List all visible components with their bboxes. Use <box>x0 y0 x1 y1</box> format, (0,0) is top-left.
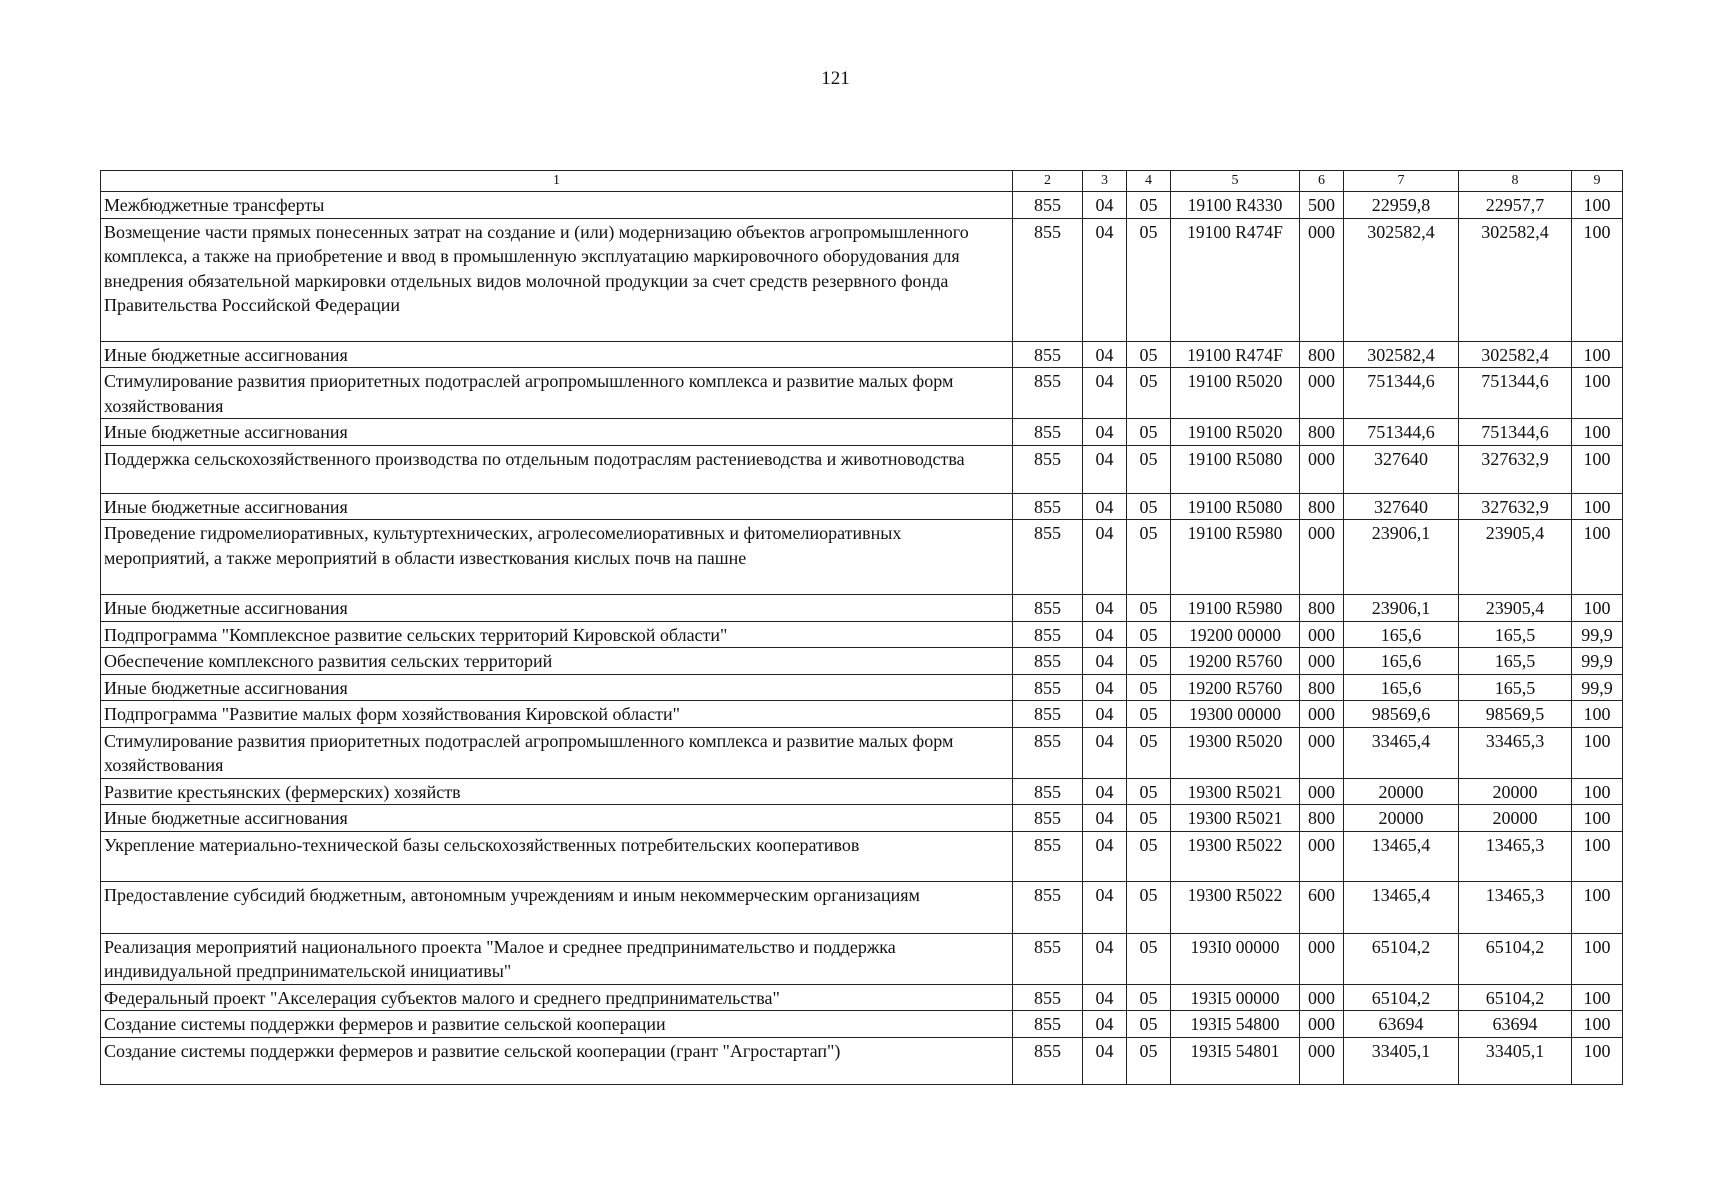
subsection-code: 05 <box>1127 727 1171 778</box>
row-name: Проведение гидромелиоративных, культуртехнических, агролесомелиоративных и фитомелиоративных мероприятий, а также мероприятий в области известкования кислых почв на пашне <box>101 520 1013 595</box>
ministry-code: 855 <box>1013 621 1083 648</box>
expense-type: 000 <box>1300 648 1344 675</box>
section-code: 04 <box>1083 341 1127 368</box>
ministry-code: 855 <box>1013 881 1083 933</box>
table-row <box>101 933 1623 984</box>
row-name: Иные бюджетные ассигнования <box>101 674 1013 701</box>
ministry-code: 855 <box>1013 419 1083 446</box>
row-name: Иные бюджетные ассигнования <box>101 341 1013 368</box>
subsection-code: 05 <box>1127 1011 1171 1038</box>
budget-table <box>100 170 1623 1085</box>
row-name: Обеспечение комплексного развития сельских территорий <box>101 648 1013 675</box>
header-row <box>101 171 1623 192</box>
row-name: Подпрограмма "Комплексное развитие сельских территорий Кировской области" <box>101 621 1013 648</box>
subsection-code: 05 <box>1127 1037 1171 1084</box>
target-article: 19300 00000 <box>1171 701 1300 728</box>
execution-percent: 100 <box>1572 701 1623 728</box>
execution-percent: 100 <box>1572 881 1623 933</box>
header-cell: 6 <box>1300 171 1344 192</box>
section-code: 04 <box>1083 674 1127 701</box>
target-article: 19100 R4330 <box>1171 192 1300 219</box>
table-row <box>101 493 1623 520</box>
subsection-code: 05 <box>1127 648 1171 675</box>
table-row <box>101 520 1623 595</box>
planned-amount: 165,6 <box>1344 621 1459 648</box>
subsection-code: 05 <box>1127 984 1171 1011</box>
executed-amount: 165,5 <box>1459 621 1572 648</box>
executed-amount: 23905,4 <box>1459 520 1572 595</box>
expense-type: 800 <box>1300 595 1344 622</box>
subsection-code: 05 <box>1127 341 1171 368</box>
header-cell: 9 <box>1572 171 1623 192</box>
planned-amount: 20000 <box>1344 778 1459 805</box>
executed-amount: 13465,3 <box>1459 831 1572 881</box>
planned-amount: 327640 <box>1344 445 1459 493</box>
expense-type: 000 <box>1300 778 1344 805</box>
executed-amount: 98569,5 <box>1459 701 1572 728</box>
table-row <box>101 1011 1623 1038</box>
row-name: Укрепление материально-технической базы сельскохозяйственных потребительских кооперативов <box>101 831 1013 881</box>
row-name: Подпрограмма "Развитие малых форм хозяйствования Кировской области" <box>101 701 1013 728</box>
subsection-code: 05 <box>1127 701 1171 728</box>
ministry-code: 855 <box>1013 218 1083 341</box>
header-cell: 4 <box>1127 171 1171 192</box>
execution-percent: 100 <box>1572 368 1623 419</box>
section-code: 04 <box>1083 648 1127 675</box>
planned-amount: 23906,1 <box>1344 520 1459 595</box>
expense-type: 600 <box>1300 881 1344 933</box>
section-code: 04 <box>1083 621 1127 648</box>
expense-type: 000 <box>1300 445 1344 493</box>
planned-amount: 23906,1 <box>1344 595 1459 622</box>
planned-amount: 63694 <box>1344 1011 1459 1038</box>
ministry-code: 855 <box>1013 674 1083 701</box>
executed-amount: 20000 <box>1459 778 1572 805</box>
executed-amount: 13465,3 <box>1459 881 1572 933</box>
target-article: 19300 R5021 <box>1171 805 1300 832</box>
ministry-code: 855 <box>1013 984 1083 1011</box>
ministry-code: 855 <box>1013 520 1083 595</box>
target-article: 19100 R474F <box>1171 218 1300 341</box>
executed-amount: 165,5 <box>1459 648 1572 675</box>
table-row <box>101 341 1623 368</box>
expense-type: 000 <box>1300 218 1344 341</box>
row-name: Иные бюджетные ассигнования <box>101 805 1013 832</box>
ministry-code: 855 <box>1013 1037 1083 1084</box>
table-row <box>101 701 1623 728</box>
ministry-code: 855 <box>1013 933 1083 984</box>
expense-type: 500 <box>1300 192 1344 219</box>
executed-amount: 327632,9 <box>1459 493 1572 520</box>
ministry-code: 855 <box>1013 341 1083 368</box>
expense-type: 800 <box>1300 674 1344 701</box>
row-name: Реализация мероприятий национального проекта "Малое и среднее предпринимательство и поддержка индивидуальной предпринимательской инициативы" <box>101 933 1013 984</box>
target-article: 19300 R5022 <box>1171 881 1300 933</box>
subsection-code: 05 <box>1127 881 1171 933</box>
section-code: 04 <box>1083 192 1127 219</box>
target-article: 193I5 54801 <box>1171 1037 1300 1084</box>
expense-type: 000 <box>1300 621 1344 648</box>
expense-type: 000 <box>1300 1037 1344 1084</box>
page-number: 121 <box>821 68 850 89</box>
table-row <box>101 218 1623 341</box>
section-code: 04 <box>1083 1037 1127 1084</box>
ministry-code: 855 <box>1013 831 1083 881</box>
ministry-code: 855 <box>1013 192 1083 219</box>
planned-amount: 65104,2 <box>1344 984 1459 1011</box>
planned-amount: 33465,4 <box>1344 727 1459 778</box>
planned-amount: 165,6 <box>1344 674 1459 701</box>
ministry-code: 855 <box>1013 727 1083 778</box>
row-name: Создание системы поддержки фермеров и развитие сельской кооперации <box>101 1011 1013 1038</box>
row-name: Развитие крестьянских (фермерских) хозяйств <box>101 778 1013 805</box>
table-row <box>101 419 1623 446</box>
target-article: 19300 R5021 <box>1171 778 1300 805</box>
expense-type: 000 <box>1300 831 1344 881</box>
table-row <box>101 831 1623 881</box>
section-code: 04 <box>1083 419 1127 446</box>
executed-amount: 302582,4 <box>1459 218 1572 341</box>
planned-amount: 33405,1 <box>1344 1037 1459 1084</box>
table-row <box>101 368 1623 419</box>
section-code: 04 <box>1083 727 1127 778</box>
row-name: Иные бюджетные ассигнования <box>101 419 1013 446</box>
subsection-code: 05 <box>1127 445 1171 493</box>
subsection-code: 05 <box>1127 368 1171 419</box>
expense-type: 800 <box>1300 419 1344 446</box>
execution-percent: 100 <box>1572 192 1623 219</box>
ministry-code: 855 <box>1013 701 1083 728</box>
section-code: 04 <box>1083 493 1127 520</box>
subsection-code: 05 <box>1127 933 1171 984</box>
target-article: 193I0 00000 <box>1171 933 1300 984</box>
planned-amount: 98569,6 <box>1344 701 1459 728</box>
target-article: 19100 R5980 <box>1171 595 1300 622</box>
section-code: 04 <box>1083 805 1127 832</box>
header-cell: 7 <box>1344 171 1459 192</box>
subsection-code: 05 <box>1127 805 1171 832</box>
planned-amount: 165,6 <box>1344 648 1459 675</box>
row-name: Иные бюджетные ассигнования <box>101 595 1013 622</box>
target-article: 19100 R5080 <box>1171 445 1300 493</box>
section-code: 04 <box>1083 218 1127 341</box>
row-name: Федеральный проект "Акселерация субъектов малого и среднего предпринимательства" <box>101 984 1013 1011</box>
section-code: 04 <box>1083 984 1127 1011</box>
table-row <box>101 621 1623 648</box>
target-article: 19300 R5022 <box>1171 831 1300 881</box>
row-name: Поддержка сельскохозяйственного производства по отдельным подотраслям растениеводства и животноводства <box>101 445 1013 493</box>
execution-percent: 100 <box>1572 218 1623 341</box>
section-code: 04 <box>1083 881 1127 933</box>
expense-type: 000 <box>1300 1011 1344 1038</box>
planned-amount: 302582,4 <box>1344 341 1459 368</box>
subsection-code: 05 <box>1127 621 1171 648</box>
execution-percent: 100 <box>1572 727 1623 778</box>
executed-amount: 23905,4 <box>1459 595 1572 622</box>
table-row <box>101 727 1623 778</box>
expense-type: 800 <box>1300 341 1344 368</box>
row-name: Стимулирование развития приоритетных подотраслей агропромышленного комплекса и развитие малых форм хозяйствования <box>101 368 1013 419</box>
subsection-code: 05 <box>1127 493 1171 520</box>
header-cell: 3 <box>1083 171 1127 192</box>
section-code: 04 <box>1083 368 1127 419</box>
subsection-code: 05 <box>1127 595 1171 622</box>
expense-type: 000 <box>1300 368 1344 419</box>
target-article: 19100 R5980 <box>1171 520 1300 595</box>
execution-percent: 99,9 <box>1572 621 1623 648</box>
execution-percent: 100 <box>1572 595 1623 622</box>
target-article: 193I5 54800 <box>1171 1011 1300 1038</box>
expense-type: 800 <box>1300 493 1344 520</box>
target-article: 193I5 00000 <box>1171 984 1300 1011</box>
subsection-code: 05 <box>1127 778 1171 805</box>
table-row <box>101 881 1623 933</box>
subsection-code: 05 <box>1127 218 1171 341</box>
row-name: Создание системы поддержки фермеров и развитие сельской кооперации (грант "Агростартап") <box>101 1037 1013 1084</box>
execution-percent: 100 <box>1572 831 1623 881</box>
table-body <box>101 192 1623 1085</box>
target-article: 19100 R5080 <box>1171 493 1300 520</box>
planned-amount: 65104,2 <box>1344 933 1459 984</box>
ministry-code: 855 <box>1013 595 1083 622</box>
execution-percent: 100 <box>1572 778 1623 805</box>
executed-amount: 33465,3 <box>1459 727 1572 778</box>
executed-amount: 22957,7 <box>1459 192 1572 219</box>
target-article: 19100 R5020 <box>1171 419 1300 446</box>
executed-amount: 33405,1 <box>1459 1037 1572 1084</box>
section-code: 04 <box>1083 831 1127 881</box>
planned-amount: 20000 <box>1344 805 1459 832</box>
table-row <box>101 778 1623 805</box>
target-article: 19200 R5760 <box>1171 648 1300 675</box>
table-row <box>101 1037 1623 1084</box>
row-name: Иные бюджетные ассигнования <box>101 493 1013 520</box>
section-code: 04 <box>1083 445 1127 493</box>
target-article: 19300 R5020 <box>1171 727 1300 778</box>
execution-percent: 100 <box>1572 419 1623 446</box>
executed-amount: 165,5 <box>1459 674 1572 701</box>
planned-amount: 302582,4 <box>1344 218 1459 341</box>
target-article: 19200 00000 <box>1171 621 1300 648</box>
executed-amount: 63694 <box>1459 1011 1572 1038</box>
header-cell: 5 <box>1171 171 1300 192</box>
subsection-code: 05 <box>1127 831 1171 881</box>
planned-amount: 13465,4 <box>1344 881 1459 933</box>
section-code: 04 <box>1083 520 1127 595</box>
expense-type: 000 <box>1300 933 1344 984</box>
table-row <box>101 648 1623 675</box>
execution-percent: 100 <box>1572 1037 1623 1084</box>
planned-amount: 751344,6 <box>1344 368 1459 419</box>
subsection-code: 05 <box>1127 419 1171 446</box>
expense-type: 000 <box>1300 520 1344 595</box>
row-name: Межбюджетные трансферты <box>101 192 1013 219</box>
executed-amount: 20000 <box>1459 805 1572 832</box>
target-article: 19100 R5020 <box>1171 368 1300 419</box>
execution-percent: 99,9 <box>1572 648 1623 675</box>
ministry-code: 855 <box>1013 445 1083 493</box>
table-row <box>101 984 1623 1011</box>
table-row <box>101 674 1623 701</box>
section-code: 04 <box>1083 701 1127 728</box>
subsection-code: 05 <box>1127 192 1171 219</box>
target-article: 19200 R5760 <box>1171 674 1300 701</box>
header-cell: 8 <box>1459 171 1572 192</box>
expense-type: 000 <box>1300 701 1344 728</box>
subsection-code: 05 <box>1127 520 1171 595</box>
table-row <box>101 595 1623 622</box>
execution-percent: 100 <box>1572 1011 1623 1038</box>
expense-type: 000 <box>1300 984 1344 1011</box>
planned-amount: 13465,4 <box>1344 831 1459 881</box>
executed-amount: 65104,2 <box>1459 984 1572 1011</box>
executed-amount: 751344,6 <box>1459 368 1572 419</box>
execution-percent: 99,9 <box>1572 674 1623 701</box>
row-name: Возмещение части прямых понесенных затрат на создание и (или) модернизацию объектов агропромышленного комплекса, а также на приобретение и ввод в промышленную эксплуатацию маркировочного оборудования для внедрения обязательной маркировки отдельных видов молочной продукции за счет средств резервного фонда Правительства Российской Федерации <box>101 218 1013 341</box>
execution-percent: 100 <box>1572 445 1623 493</box>
executed-amount: 751344,6 <box>1459 419 1572 446</box>
row-name: Стимулирование развития приоритетных подотраслей агропромышленного комплекса и развитие малых форм хозяйствования <box>101 727 1013 778</box>
header-cell: 2 <box>1013 171 1083 192</box>
section-code: 04 <box>1083 778 1127 805</box>
execution-percent: 100 <box>1572 520 1623 595</box>
row-name: Предоставление субсидий бюджетным, автономным учреждениям и иным некоммерческим организациям <box>101 881 1013 933</box>
planned-amount: 22959,8 <box>1344 192 1459 219</box>
execution-percent: 100 <box>1572 984 1623 1011</box>
ministry-code: 855 <box>1013 778 1083 805</box>
target-article: 19100 R474F <box>1171 341 1300 368</box>
planned-amount: 327640 <box>1344 493 1459 520</box>
table-row <box>101 192 1623 219</box>
subsection-code: 05 <box>1127 674 1171 701</box>
expense-type: 000 <box>1300 727 1344 778</box>
executed-amount: 327632,9 <box>1459 445 1572 493</box>
section-code: 04 <box>1083 933 1127 984</box>
ministry-code: 855 <box>1013 805 1083 832</box>
ministry-code: 855 <box>1013 493 1083 520</box>
execution-percent: 100 <box>1572 493 1623 520</box>
section-code: 04 <box>1083 595 1127 622</box>
executed-amount: 65104,2 <box>1459 933 1572 984</box>
execution-percent: 100 <box>1572 341 1623 368</box>
section-code: 04 <box>1083 1011 1127 1038</box>
expense-type: 800 <box>1300 805 1344 832</box>
header-cell: 1 <box>101 171 1013 192</box>
planned-amount: 751344,6 <box>1344 419 1459 446</box>
table-row <box>101 445 1623 493</box>
executed-amount: 302582,4 <box>1459 341 1572 368</box>
execution-percent: 100 <box>1572 805 1623 832</box>
ministry-code: 855 <box>1013 1011 1083 1038</box>
execution-percent: 100 <box>1572 933 1623 984</box>
ministry-code: 855 <box>1013 368 1083 419</box>
ministry-code: 855 <box>1013 648 1083 675</box>
table-row <box>101 805 1623 832</box>
